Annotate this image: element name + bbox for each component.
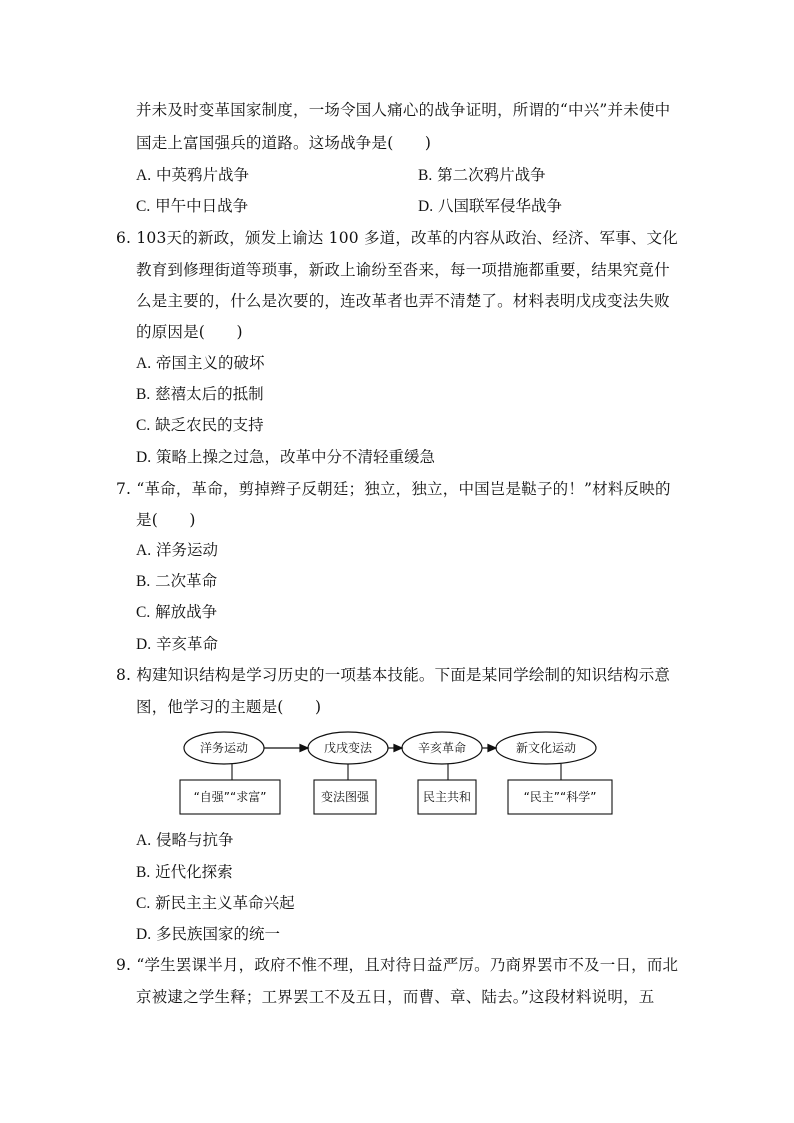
- q8-option-c: C. 新民主主义革命兴起: [136, 894, 295, 912]
- q7-line-1: 7. “革命，革命，剪掉辫子反朝廷；独立，独立，中国岂是鞑子的！”材料反映的: [116, 480, 671, 498]
- q8-line-2: 图，他学习的主题是( ): [136, 698, 322, 716]
- q5-line-2: 国走上富国强兵的道路。这场战争是( ): [136, 134, 432, 152]
- q7-option-a: A. 洋务运动: [136, 541, 219, 559]
- q6-line-4: 的原因是( ): [136, 323, 243, 341]
- q5-option-a: A. 中英鸦片战争: [136, 166, 250, 184]
- stage-label-4: 新文化运动: [515, 741, 577, 755]
- note-label-4: “民主”“科学”: [523, 790, 597, 804]
- q7-option-c: C. 解放战争: [136, 603, 218, 621]
- q5-option-c: C. 甲午中日战争: [136, 197, 249, 215]
- arrow-head-2: [394, 745, 402, 752]
- q5-option-d: D. 八国联军侵华战争: [418, 197, 563, 215]
- q6-option-d: D. 策略上操之过急，改革中分不清轻重缓急: [136, 448, 436, 466]
- arrow-head-3: [488, 745, 496, 752]
- knowledge-structure-diagram: [176, 728, 636, 820]
- q9-line-2: 京被逮之学生释；工界罢工不及五日，而曹、章、陆去。”这段材料说明，五: [136, 988, 655, 1006]
- q7-option-b: B. 二次革命: [136, 572, 218, 590]
- stage-label-3: 辛亥革命: [417, 741, 467, 755]
- q5-option-b: B. 第二次鸦片战争: [418, 166, 546, 184]
- q6-line-1: 6. 103天的新政，颁发上谕达 100 多道，改革的内容从政治、经济、军事、文化: [116, 229, 678, 247]
- stage-label-2: 戊戌变法: [323, 741, 373, 755]
- q8-option-d: D. 多民族国家的统一: [136, 925, 281, 943]
- q6-option-b: B. 慈禧太后的抵制: [136, 385, 264, 403]
- q6-line-3: 么是主要的，什么是次要的，连改革者也弄不清楚了。材料表明戊戌变法失败: [136, 292, 670, 310]
- q6-option-a: A. 帝国主义的破坏: [136, 354, 265, 372]
- q9-line-1: 9. “学生罢课半月，政府不惟不理，且对待日益严厉。乃商界罢市不及一日，而北: [116, 956, 679, 974]
- q8-option-a: A. 侵略与抗争: [136, 831, 234, 849]
- note-label-3: 民主共和: [422, 790, 472, 804]
- q6-option-c: C. 缺乏农民的支持: [136, 416, 264, 434]
- stage-label-1: 洋务运动: [199, 741, 249, 755]
- arrow-head-1: [300, 745, 308, 752]
- q7-option-d: D. 辛亥革命: [136, 635, 219, 653]
- q7-line-2: 是( ): [136, 511, 196, 529]
- q8-line-1: 8. 构建知识结构是学习历史的一项基本技能。下面是某同学绘制的知识结构示意: [116, 666, 671, 684]
- note-label-1: “自强”“求富”: [193, 790, 267, 804]
- note-label-2: 变法图强: [320, 790, 370, 804]
- q5-line-1: 并未及时变革国家制度，一场令国人痛心的战争证明，所谓的“中兴”并未使中: [136, 101, 671, 119]
- q6-line-2: 教育到修理街道等琐事，新政上谕纷至沓来，每一项措施都重要，结果究竟什: [136, 261, 670, 279]
- q8-option-b: B. 近代化探索: [136, 863, 233, 881]
